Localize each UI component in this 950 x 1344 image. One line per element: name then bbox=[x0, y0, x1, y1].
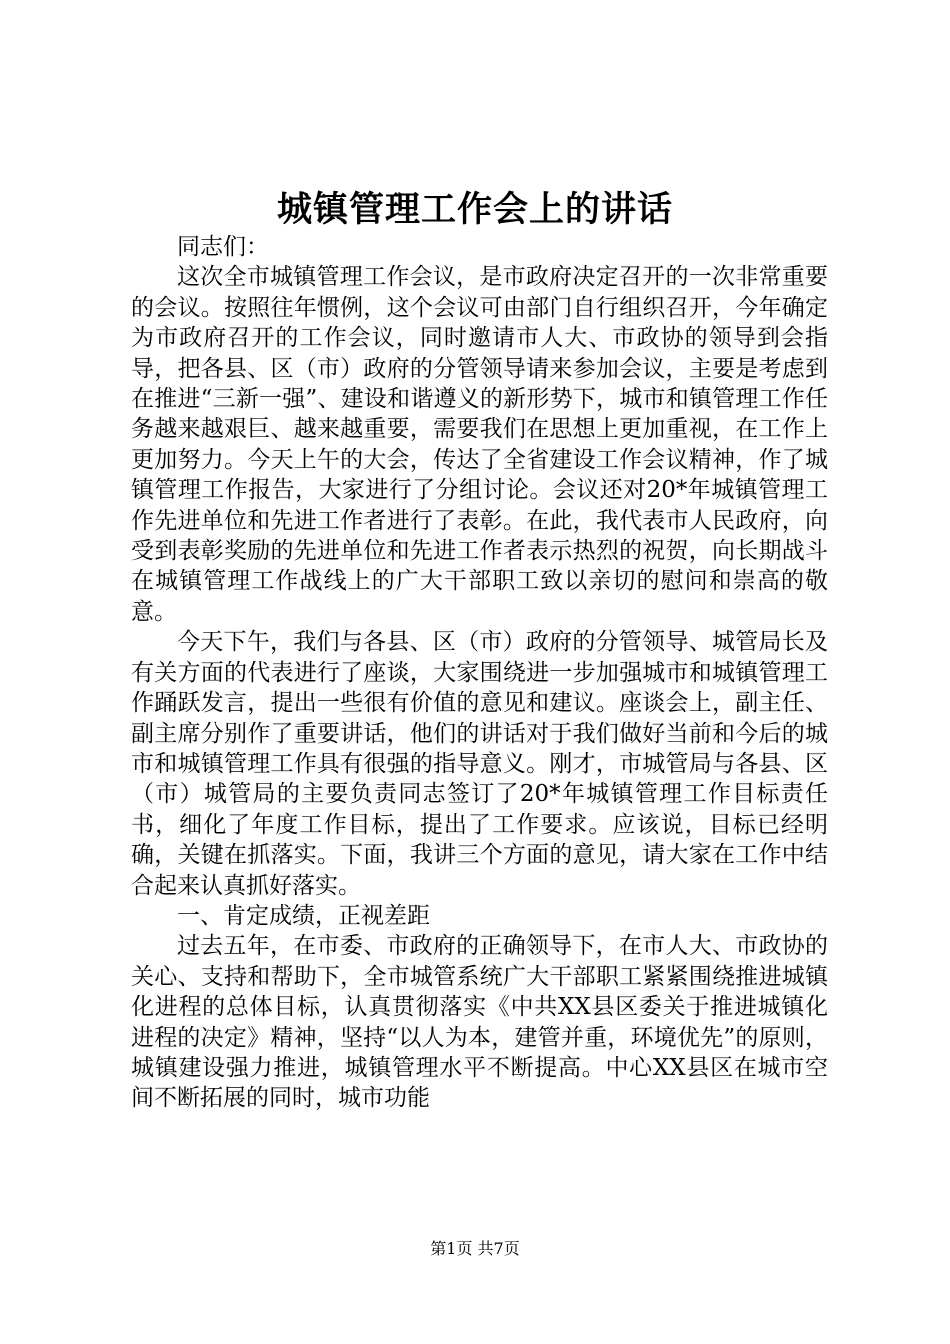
paragraph: 这次全市城镇管理工作会议，是市政府决定召开的一次非常重要的会议。按照往年惯例，这个会议可由部门自行组织召开，今年确定为市政府召开的工作会议，同时邀请市人大、市政协的领导到会指导，把各县、区（市）政府的分管领导请来参加会议，主要是考虑到在推进“三新一强”、建设和谐遵义的新形势下，城市和镇管理工作任务越来越艰巨、越来越重要，需要我们在思想上更加重视，在工作上更加努力。今天上午的大会，传达了全省建设工作会议精神，作了城镇管理工作报告，大家进行了分组讨论。会议还对20*年城镇管理工作先进单位和先进工作者进行了表彰。在此，我代表市人民政府，向受到表彰奖励的先进单位和先进工作者表示热烈的祝贺，向长期战斗在城镇管理工作战线上的广大干部职工致以亲切的慰问和崇高的敬意。 bbox=[131, 264, 828, 625]
page-footer: 第1页 共7页 bbox=[430, 1239, 520, 1258]
paragraph: 今天下午，我们与各县、区（市）政府的分管领导、城管局长及有关方面的代表进行了座谈，大家围绕进一步加强城市和城镇管理工作踊跃发言，提出一些很有价值的意见和建议。座谈会上，副主任、副主席分别作了重要讲话，他们的讲话对于我们做好当前和今后的城市和城镇管理工作具有很强的指导意义。刚才，市城管局与各县、区（市）城管局的主要负责同志签订了20*年城镇管理工作目标责任书，细化了年度工作目标，提出了工作要求。应该说，目标已经明确，关键在抓落实。下面，我讲三个方面的意见，请大家在工作中结合起来认真抓好落实。 bbox=[131, 629, 828, 899]
document-body bbox=[131, 232, 828, 1114]
salutation: 同志们： bbox=[177, 234, 269, 260]
page-title: 城镇管理工作会上的讲话 bbox=[276, 189, 673, 230]
paragraph: 过去五年，在市委、市政府的正确领导下，在市人大、市政协的关心、支持和帮助下，全市城管系统广大干部职工紧紧围绕推进城镇化进程的总体目标，认真贯彻落实《中共XX县区委关于推进城镇化进程的决定》精神，坚持“以人为本，建管并重，环境优先”的原则，城镇建设强力推进，城镇管理水平不断提高。中心XX县区在城市空间不断拓展的同时，城市功能 bbox=[131, 933, 828, 1112]
section-heading: 一、肯定成绩，正视差距 bbox=[177, 902, 430, 929]
